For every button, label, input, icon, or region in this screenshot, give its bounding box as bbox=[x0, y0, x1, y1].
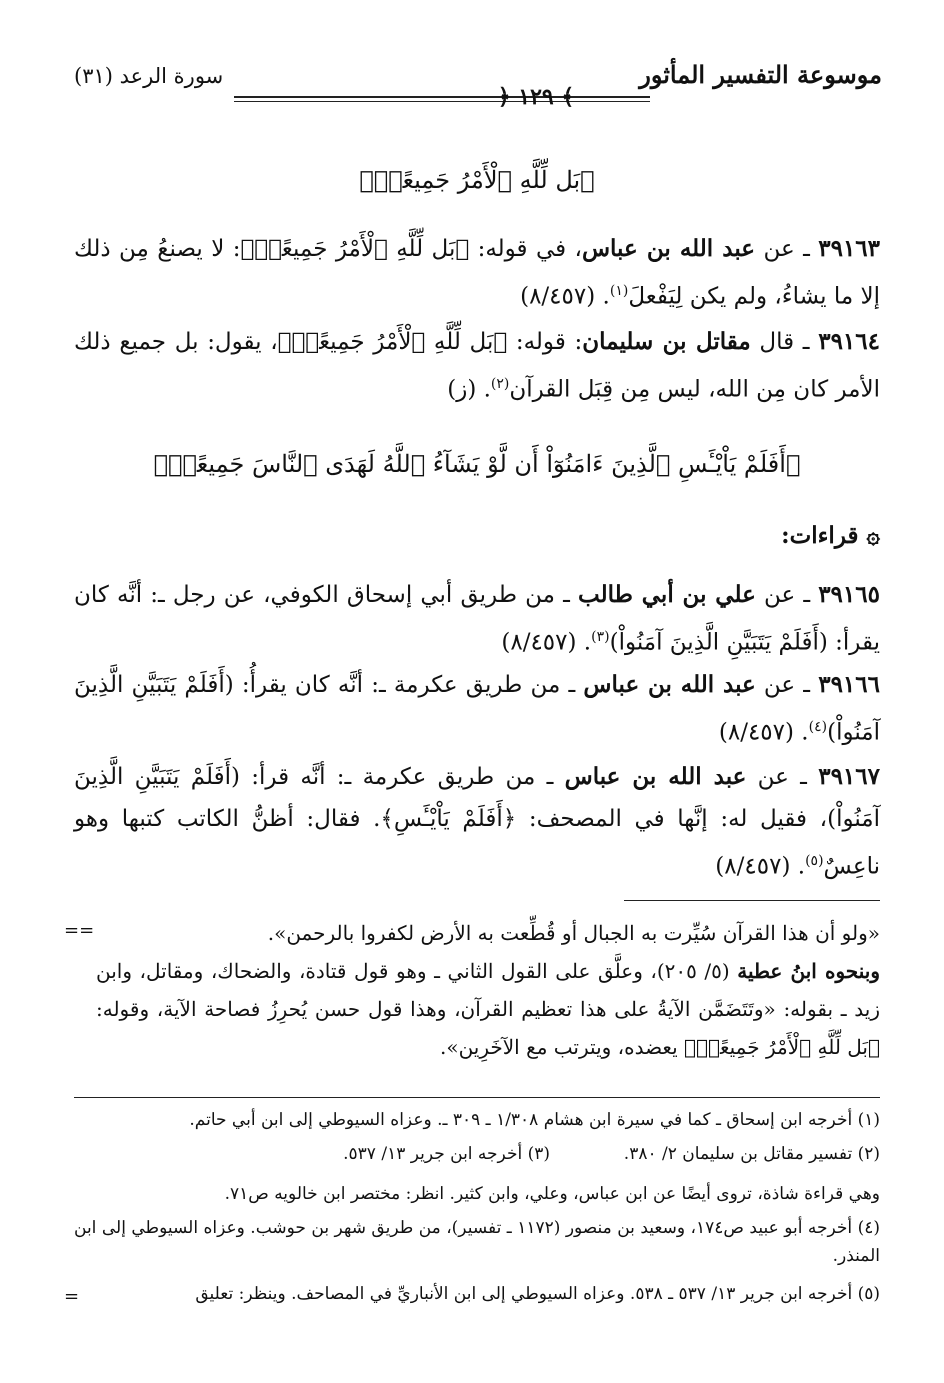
footnote-5: (٥) أخرجه ابن جرير ١٣/ ٥٣٧ ـ ٥٣٨. وعزاه السيوطي إلى ابن الأنباريِّ في المصاحف. وينظر: تعليق bbox=[195, 1284, 880, 1304]
footnote-4: (٤) أخرجه أبو عبيد ص١٧٤، وسعيد بن منصور (١١٧٢ ـ تفسير)، من طريق شهر بن حوشب. وعزاه السيوطي إلى ابن المنذر. bbox=[74, 1218, 880, 1266]
entry-39167 bbox=[74, 756, 880, 888]
entry-number: ٣٩١٦٦ bbox=[818, 671, 880, 698]
footnote-3: (٣) أخرجه ابن جرير ١٣/ ٥٣٧. bbox=[343, 1144, 550, 1164]
entry-39166 bbox=[74, 664, 880, 754]
ayah-heading: ﴿بَل لِّلَّهِ ٱلْأَمْرُ جَمِيعًاۗ﴾ bbox=[359, 166, 595, 194]
entry-number: ٣٩١٦٧ bbox=[818, 763, 880, 790]
narrator-name: مقاتل بن سليمان bbox=[582, 328, 751, 355]
narrator-name: عبد الله بن عباس bbox=[583, 671, 756, 698]
entry-text: : قوله: ﴿بَل لِّلَّهِ ٱلْأَمْرُ جَمِيعًاۗ﴾، يقول: بل جميع ذلك الأمر كان مِن الله، ليس مِن قِبَل القرآن bbox=[74, 329, 880, 403]
entry-text: ، في قوله: ﴿بَل لِّلَّهِ ٱلْأَمْرُ جَمِيعًاۗ﴾: لا يصنعُ مِن ذلك إلا ما يشاءُ، ولم يكن لِيَفْعلَ bbox=[74, 236, 880, 310]
entry-text: . (٨/٤٥٧) bbox=[715, 853, 806, 880]
footnote-2: (٢) تفسير مقاتل بن سليمان ٢/ ٣٨٠. bbox=[623, 1144, 880, 1164]
footnote-1: (١) أخرجه ابن إسحاق ـ كما في سيرة ابن هشام ١/٣٠٨ ـ ٣٠٩ ـ. وعزاه السيوطي إلى ابن أبي حاتم. bbox=[189, 1110, 880, 1130]
entry-text: ـ من طريق أبي إسحاق الكوفي، عن رجل ـ: أنَّه كان يقرأ: (أَفَلَمْ يَتَبَيَّنِ الَّذِينَ آمَنُواْ) bbox=[74, 582, 880, 656]
footnote-rule bbox=[74, 1097, 880, 1098]
footnote-3-note: وهي قراءة شاذة، تروى أيضًا عن ابن عباس، وعلي، وابن كثير. انظر: مختصر ابن خالويه ص٧١. bbox=[224, 1184, 880, 1204]
entry-number: ٣٩١٦٥ bbox=[818, 581, 880, 608]
footnote-ref: (٢) bbox=[490, 376, 510, 392]
footnote-ref: (٤) bbox=[808, 719, 828, 735]
footnote-2-3-row bbox=[74, 1140, 880, 1168]
entry-text: . (٨/٤٥٧) bbox=[718, 719, 809, 746]
continuation-end-mark: = bbox=[64, 1286, 80, 1307]
continued-note-line: «ولو أن هذا القرآن سُيِّرت به الجبال أو قُطِّعت به الأرض لكفروا بالرحمن». bbox=[267, 921, 880, 945]
narrator-name: عبد الله بن عباس bbox=[581, 235, 756, 262]
narrator-name: علي بن أبي طالب bbox=[578, 581, 756, 608]
continued-note-text: (٥/ ٢٠٥)، وعلَّق على القول الثاني ـ وهو قول قتادة، والضحاك، ومقاتل، وابن زيد ـ بقوله: «وتَتَضَمَّن الآيةُ على هذا تعظيم القرآن، وهذا قول حسن يُحرِزُ فصاحة الآية، وقوله: ﴿بَل لِّلَّهِ ٱلْأَمْرُ جَمِيعًاۗ﴾ يعضده، ويترتب مع الآخَرِين». bbox=[96, 959, 880, 1059]
surah-label: سورة الرعد (٣١) bbox=[74, 64, 224, 88]
entry-39164 bbox=[74, 321, 880, 411]
section-title: ۞ قراءات: bbox=[781, 522, 880, 549]
footnote-ref: (٣) bbox=[591, 629, 610, 645]
entry-text: ـ عن bbox=[746, 764, 819, 790]
footnote-ref: (٥) bbox=[805, 853, 824, 869]
narrator-name: عبد الله بن عباس bbox=[564, 763, 747, 790]
continued-note bbox=[96, 914, 880, 1066]
entry-text: . (ز) bbox=[447, 376, 491, 403]
entry-text: ـ عن bbox=[755, 236, 819, 262]
footnote-separator bbox=[624, 900, 880, 901]
continuation-mark: == bbox=[64, 920, 95, 941]
header-rule-left bbox=[234, 96, 498, 98]
entry-text: . (٨/٤٥٧) bbox=[520, 283, 610, 310]
entry-text: ـ من طريق عكرمة ـ: أنَّه قرأ: (أَفَلَمْ يَتَبَيَّنِ الَّذِينَ آمَنُواْ)، فقيل له: إنَّها في المصحف: ﴿أَفَلَمْ يَاْيْـَٔسِ﴾. فقال: أظنُّ الكاتب كتبها وهو ناعِسٌ bbox=[74, 764, 880, 880]
footnote-ref: (١) bbox=[609, 283, 629, 299]
entry-number: ٣٩١٦٣ bbox=[818, 235, 881, 262]
author-name: وبنحوه ابنُ عطية bbox=[737, 959, 880, 983]
page-number: ﴾ ١٢٩ ﴿ bbox=[497, 84, 575, 110]
entry-text: ـ قال bbox=[750, 329, 819, 355]
entry-text: ـ عن bbox=[755, 582, 819, 608]
page-header bbox=[74, 58, 882, 114]
continued-note-paragraph bbox=[96, 952, 880, 1066]
book-title: موسوعة التفسير المأثور bbox=[639, 60, 882, 89]
entry-39165 bbox=[74, 574, 880, 664]
entry-text: ـ من طريق عكرمة ـ: أنَّه كان يقرأُ: (أَفَلَمْ يَتَبَيَّنِ الَّذِينَ آمَنُواْ) bbox=[74, 672, 880, 746]
entry-number: ٣٩١٦٤ bbox=[818, 328, 880, 355]
entry-text: ـ عن bbox=[755, 672, 819, 698]
entry-39163 bbox=[74, 228, 880, 318]
entry-text: . (٨/٤٥٧) bbox=[501, 629, 592, 656]
ayah-heading: ﴿أَفَلَمْ يَاْيْـَٔسِ ٱلَّذِينَ ءَامَنُوٓاْ أَن لَّوْ يَشَآءُ ٱللَّهُ لَهَدَى ٱلنَّاسَ جَمِيعًاۗ﴾ bbox=[153, 450, 801, 478]
